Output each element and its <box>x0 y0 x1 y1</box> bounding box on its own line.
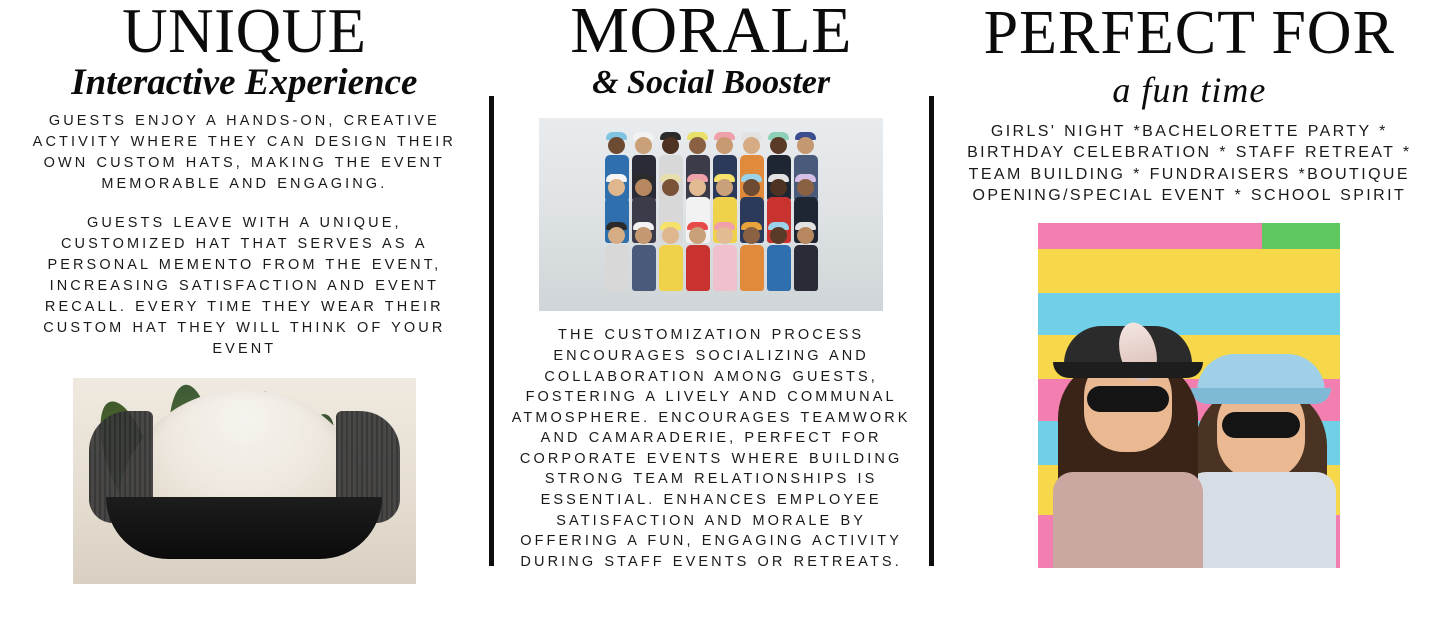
column-perfect-for <box>934 0 1445 642</box>
column-3-occasions-list: GIRLS' NIGHT *BACHELORETTE PARTY * BIRTHDAY CELEBRATION * STAFF RETREAT * TEAM BUILDING * FUNDRAISERS *BOUTIQUE OPENING/SPECIAL EVENT * SCHOOL SPIRIT <box>967 122 1412 205</box>
person-right <box>1186 330 1336 568</box>
column-1-paragraph-2: GUESTS LEAVE WITH A UNIQUE, CUSTOMIZED HAT THAT SERVES AS A PERSONAL MEMENTO FROM THE EVENT, INCREASING SATISFACTION AND EVENT RECALL. EVERY TIME THEY WEAR THEIR CUSTOM HAT THEY WILL THINK OF YOUR EVENT <box>43 214 446 357</box>
group-photo-row <box>539 222 883 291</box>
column-1-paragraph-1: GUESTS ENJOY A HANDS-ON, CREATIVE ACTIVITY WHERE THEY CAN DESIGN THEIR OWN CUSTOM HATS, MAKING THE EVENT MEMORABLE AND ENGAGING. <box>32 112 456 192</box>
hat-brim <box>106 497 382 559</box>
column-2-subtitle: & Social Booster <box>592 63 831 101</box>
hat-photo <box>73 378 416 584</box>
column-1-subtitle: Interactive Experience <box>71 61 418 103</box>
column-3-title: PERFECT FOR <box>983 0 1395 67</box>
column-1-title: UNIQUE <box>122 0 367 66</box>
column-2-title: MORALE <box>570 0 852 67</box>
person-left <box>1048 300 1208 568</box>
column-2-paragraph-1: THE CUSTOMIZATION PROCESS ENCOURAGES SOCIALIZING AND COLLABORATION AMONG GUESTS, FOSTERING A LIVELY AND COMMUNAL ATMOSPHERE. ENCOURAGES TEAMWORK AND CAMARADERIE, PERFECT FOR CORPORATE EVENTS WHERE BUILDING STRONG TEAM RELATIONSHIPS IS ESSENTIAL. ENHANCES EMPLOYEE SATISFACTION AND MORALE BY OFFERING A FUN, ENGAGING ACTIVITY DURING STAFF EVENTS OR RETREATS. <box>511 327 911 570</box>
column-unique <box>0 0 489 642</box>
fun-time-photo <box>1038 223 1340 568</box>
column-morale <box>494 0 929 642</box>
group-photo <box>539 118 883 311</box>
column-3-subtitle: a fun time <box>1112 69 1267 110</box>
sunglasses-icon <box>1087 386 1169 412</box>
sunglasses-icon <box>1222 412 1300 438</box>
